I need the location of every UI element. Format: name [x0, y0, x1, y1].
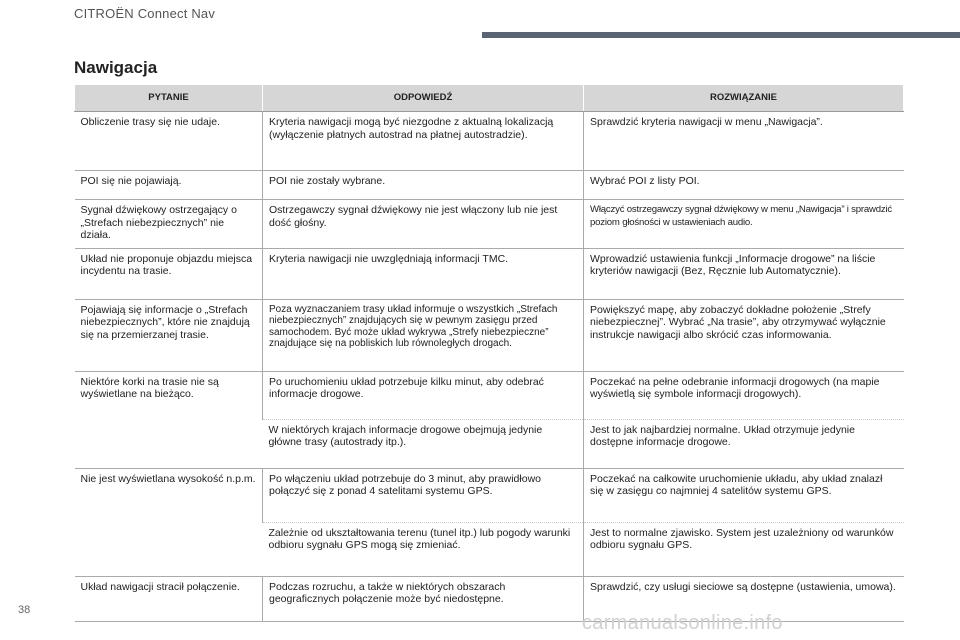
question-cell: Układ nie proponuje objazdu miejsca incydentu na trasie. — [75, 248, 263, 299]
solution-cell: Powiększyć mapę, aby zobaczyć dokładne położenie „Strefy niebezpiecznej”. Wybrać „Na trasie”, aby otrzymywać wyłącznie instrukcje nawigacji albo skrócić czas informowania. — [584, 299, 904, 371]
solution-cell: Jest to normalne zjawisko. System jest uzależniony od warunków odbioru sygnału GPS. — [584, 522, 904, 576]
page-title: Nawigacja — [74, 58, 158, 77]
solution-cell: Sprawdzić, czy usługi sieciowe są dostępne (ustawienia, umowa). — [584, 576, 904, 621]
answer-cell: Poza wyznaczaniem trasy układ informuje o wszystkich „Strefach niebezpiecznych” znajdujących się w pewnym zasięgu przed samochodem. Być może układ wykrywa „Strefy niebezpieczne” znajdujące się na pobliskich lub równoległych drogach. — [263, 299, 584, 371]
solution-cell: Włączyć ostrzegawczy sygnał dźwiękowy w menu „Nawigacja” i sprawdzić poziom głośności w ustawieniach audio. — [584, 200, 904, 249]
answer-cell: Po włączeniu układ potrzebuje do 3 minut, aby prawidłowo połączyć się z ponad 4 satelitami systemu GPS. — [263, 468, 584, 522]
question-cell: Sygnał dźwiękowy ostrzegający o „Strefach niebezpiecznych” nie działa. — [75, 200, 263, 249]
table-row — [75, 112, 904, 171]
solution-cell: Wprowadzić ustawienia funkcji „Informacje drogowe” na liście kryteriów nawigacji (Bez, Ręcznie lub Automatycznie). — [584, 248, 904, 299]
answer-cell: W niektórych krajach informacje drogowe obejmują jedynie główne trasy (autostrady itp.). — [263, 419, 584, 468]
column-header-solution: ROZWIĄZANIE — [584, 85, 904, 112]
troubleshooting-table — [74, 84, 904, 622]
header-brand: CITROËN Connect Nav — [74, 6, 216, 21]
question-cell: Pojawiają się informacje o „Strefach niebezpiecznych”, które nie znajdują się na przemierzanej trasie. — [75, 299, 263, 371]
answer-cell: Ostrzegawczy sygnał dźwiękowy nie jest włączony lub nie jest dość głośny. — [263, 200, 584, 249]
table-row — [75, 371, 904, 419]
header-accent-bar — [482, 32, 960, 38]
question-cell: Niektóre korki na trasie nie są wyświetlane na bieżąco. — [75, 371, 263, 468]
answer-cell: Podczas rozruchu, a także w niektórych obszarach geograficznych połączenie może być niedostępne. — [263, 576, 584, 621]
table-row — [75, 248, 904, 299]
table-row — [75, 299, 904, 371]
table-header-row — [75, 85, 904, 112]
answer-cell: Kryteria nawigacji mogą być niezgodne z aktualną lokalizacją (wyłączenie płatnych autostrad na płatnej autostradzie). — [263, 112, 584, 171]
solution-cell: Sprawdzić kryteria nawigacji w menu „Nawigacja”. — [584, 112, 904, 171]
column-header-question: PYTANIE — [75, 85, 263, 112]
question-cell: POI się nie pojawiają. — [75, 171, 263, 200]
solution-cell: Poczekać na całkowite uruchomienie układu, aby układ znalazł się w zasięgu co najmniej 4 satelitów systemu GPS. — [584, 468, 904, 522]
answer-cell: Zależnie od ukształtowania terenu (tunel itp.) lub pogody warunki odbioru sygnału GPS mogą się zmieniać. — [263, 522, 584, 576]
page-number: 38 — [18, 604, 31, 616]
column-header-answer: ODPOWIEDŹ — [263, 85, 584, 112]
answer-cell: Po uruchomieniu układ potrzebuje kilku minut, aby odebrać informacje drogowe. — [263, 371, 584, 419]
question-cell: Nie jest wyświetlana wysokość n.p.m. — [75, 468, 263, 576]
table-row — [75, 171, 904, 200]
watermark: carmanualsonline.info — [582, 612, 783, 634]
table-row — [75, 200, 904, 249]
answer-cell: POI nie zostały wybrane. — [263, 171, 584, 200]
table-row — [75, 468, 904, 522]
question-cell: Układ nawigacji stracił połączenie. — [75, 576, 263, 621]
solution-cell: Poczekać na pełne odebranie informacji drogowych (na mapie wyświetlą się symbole informacji drogowych). — [584, 371, 904, 419]
solution-cell: Jest to jak najbardziej normalne. Układ otrzymuje jedynie dostępne informacje drogowe. — [584, 419, 904, 468]
answer-cell: Kryteria nawigacji nie uwzględniają informacji TMC. — [263, 248, 584, 299]
question-cell: Obliczenie trasy się nie udaje. — [75, 112, 263, 171]
solution-cell: Wybrać POI z listy POI. — [584, 171, 904, 200]
